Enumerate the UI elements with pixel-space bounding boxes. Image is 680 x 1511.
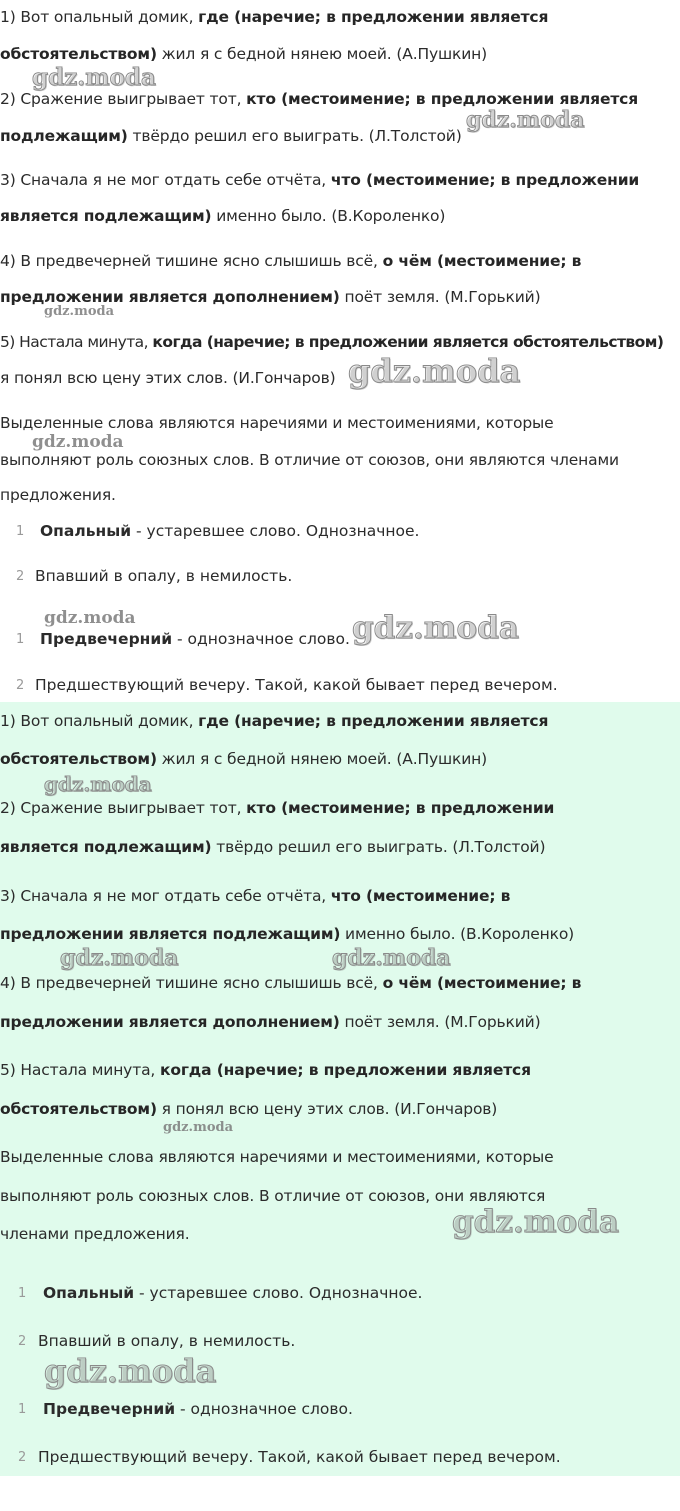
watermark-logo: gdz.moda xyxy=(466,107,585,133)
sentence-3-line-1: 3) Сначала я не мог отдать себе отчёта, что (местоимение; в xyxy=(0,887,511,905)
watermark-logo: gdz.moda xyxy=(348,352,521,390)
explanation-line-3: членами предложения. xyxy=(0,1225,190,1243)
item-text: Опальный - устаревшее слово. Однозначное. xyxy=(40,522,420,540)
item-text: Предшествующий вечеру. Такой, какой бывает перед вечером. xyxy=(38,1448,561,1466)
sentence-2-line-2: подлежащим) твёрдо решил его выиграть. (Л.Толстой) xyxy=(0,127,462,145)
item-text: Предвечерний - однозначное слово. xyxy=(43,1400,353,1418)
item-number: 1 xyxy=(16,524,25,539)
sentence-4-line-1: 4) В предвечерней тишине ясно слышишь всё, о чём (местоимение; в xyxy=(0,974,582,992)
item-number: 2 xyxy=(18,1450,27,1465)
item-text: Впавший в опалу, в немилость. xyxy=(38,1332,296,1350)
watermark-logo: gdz.moda xyxy=(44,608,136,628)
sentence-3-line-2: является подлежащим) именно было. (В.Короленко) xyxy=(0,207,446,225)
watermark-logo: gdz.moda xyxy=(32,64,156,91)
sentence-2-line-1: 2) Сражение выигрывает тот, кто (местоимение; в предложении является xyxy=(0,90,639,108)
sentence-4-line-2: предложении является дополнением) поёт земля. (М.Горький) xyxy=(0,1013,541,1031)
sentence-1-line-2: обстоятельством) жил я с бедной нянею моей. (А.Пушкин) xyxy=(0,750,488,768)
watermark-logo: gdz.moda xyxy=(163,1120,234,1135)
item-text: Впавший в опалу, в немилость. xyxy=(35,567,293,585)
explanation-line-2: выполняют роль союзных слов. В отличие от союзов, они являются xyxy=(0,1187,546,1205)
explanation-line-1: Выделенные слова являются наречиями и местоимениями, которые xyxy=(0,1148,554,1166)
explanation-line-2: выполняют роль союзных слов. В отличие от союзов, они являются членами xyxy=(0,451,619,469)
sentence-3-line-2: предложении является подлежащим) именно было. (В.Короленко) xyxy=(0,925,575,943)
answer-block-white xyxy=(0,0,680,702)
item-text: Предвечерний - однозначное слово. xyxy=(40,630,350,648)
watermark-logo: gdz.moda xyxy=(44,772,152,796)
watermark-logo: gdz.moda xyxy=(352,610,519,646)
item-number: 1 xyxy=(16,632,25,647)
watermark-logo: gdz.moda xyxy=(44,304,115,319)
watermark-logo: gdz.moda xyxy=(452,1204,619,1240)
sentence-4-line-2: предложении является дополнением) поёт земля. (М.Горький) xyxy=(0,288,541,306)
item-text: Опальный - устаревшее слово. Однозначное. xyxy=(43,1284,423,1302)
item-number: 1 xyxy=(18,1402,27,1417)
sentence-1-line-2: обстоятельством) жил я с бедной нянею моей. (А.Пушкин) xyxy=(0,45,488,63)
sentence-5-line-1: 5) Настала минута, когда (наречие; в предложении является обстоятельством) xyxy=(0,333,664,351)
item-number: 2 xyxy=(16,569,25,584)
item-number: 2 xyxy=(16,678,25,693)
item-number: 2 xyxy=(18,1334,27,1349)
sentence-5-line-2: обстоятельством) я понял всю цену этих слов. (И.Гончаров) xyxy=(0,1100,498,1118)
explanation-line-3: предложения. xyxy=(0,486,116,504)
sentence-5-line-2: я понял всю цену этих слов. (И.Гончаров) xyxy=(0,369,336,387)
sentence-1-line-1: 1) Вот опальный домик, где (наречие; в предложении является xyxy=(0,712,549,730)
sentence-5-line-1: 5) Настала минута, когда (наречие; в предложении является xyxy=(0,1061,531,1079)
watermark-logo: gdz.moda xyxy=(44,1352,217,1390)
sentence-1-line-1: 1) Вот опальный домик, где (наречие; в предложении является xyxy=(0,8,549,26)
item-text: Предшествующий вечеру. Такой, какой бывает перед вечером. xyxy=(35,676,558,694)
sentence-3-line-1: 3) Сначала я не мог отдать себе отчёта, что (местоимение; в предложении xyxy=(0,171,640,189)
watermark-logo: gdz.moda xyxy=(60,945,179,971)
answer-block-green xyxy=(0,702,680,1476)
item-number: 1 xyxy=(18,1286,27,1301)
watermark-logo: gdz.moda xyxy=(332,945,451,971)
explanation-line-1: Выделенные слова являются наречиями и местоимениями, которые xyxy=(0,414,554,432)
sentence-2-line-1: 2) Сражение выигрывает тот, кто (местоимение; в предложении xyxy=(0,799,555,817)
watermark-logo: gdz.moda xyxy=(32,432,124,452)
sentence-4-line-1: 4) В предвечерней тишине ясно слышишь всё, о чём (местоимение; в xyxy=(0,252,582,270)
sentence-2-line-2: является подлежащим) твёрдо решил его выиграть. (Л.Толстой) xyxy=(0,838,546,856)
